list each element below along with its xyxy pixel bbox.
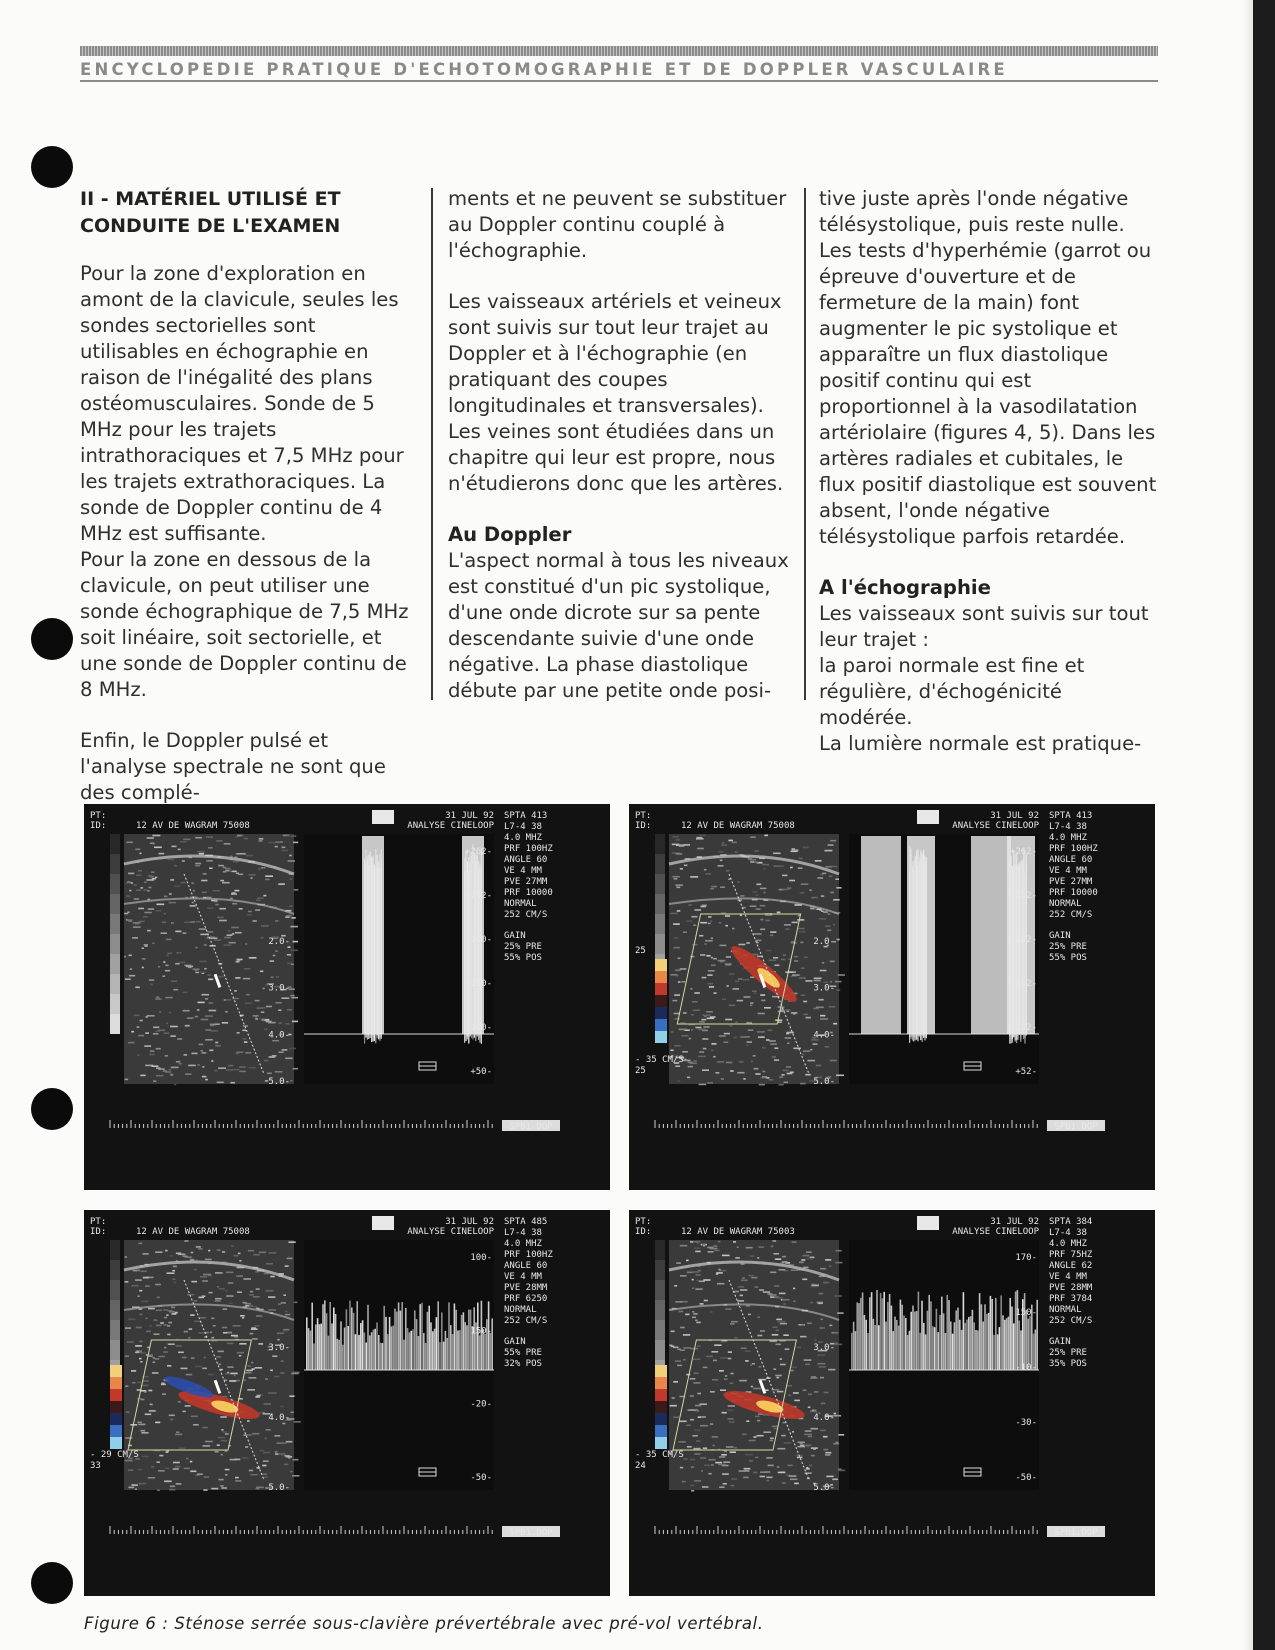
scan-parameter: L7-4 38 [1049,1228,1087,1238]
paragraph: tive juste après l'onde négative télésystolique, puis reste nulle. Les tests d'hyperhémie (garrot ou épreuve d'ouverture et de fermeture de la main) font augmenter le pic systolique et apparaître un flux diastolique positif continu qui est proportionnel à la vasodilatation artériolaire (figures 4, 5). Dans les artères radiales et cubitales, le flux positif diastolique est souvent absent, l'onde négative télésystolique parfois retardée. [819,187,1157,548]
scan-parameter: VE 4 MM [504,1272,542,1282]
scan-parameter: 25% PRE [1049,1348,1087,1358]
scan-parameter: 35% POS [1049,1359,1087,1369]
paragraph: la paroi normale est fine et régulière, d'échogénicité modérée. [819,654,1085,729]
footer-tag-text: SPB1.DOP [509,1122,553,1132]
scan-parameter: PVE 27MM [1049,877,1093,887]
depth-tick: 4.0- [268,1030,290,1041]
velocity-tick: +202- [1009,935,1037,945]
velocity-tick: -50- [1015,1473,1037,1483]
scan-parameter: 55% POS [1049,953,1087,963]
atl-logo-text: ATL [919,814,937,824]
scan-parameter: NORMAL [504,899,537,909]
color-scale-label: - 35 CM/S [635,1055,684,1065]
scan-parameter: PRF 10000 [1049,888,1098,898]
bmode-image [124,1240,301,1491]
paragraph: L'aspect normal à tous les niveaux est constitué d'un pic systolique, d'une onde dicrote sur sa pente descendante suivie d'une onde négative. La phase diastolique débute par une petite onde posi- [448,549,789,702]
ultrasound-panel-4 [629,1210,1155,1596]
velocity-tick: +102- [1009,1023,1037,1033]
depth-tick: 3.0- [268,983,290,994]
depth-tick: 5.0- [813,1077,835,1087]
exam-date: 31 JUL 92 [445,811,494,821]
column-divider [431,188,433,700]
scan-parameter: 4.0 MHZ [504,833,542,843]
paragraph: ments et ne peuvent se substituer au Doppler continu couplé à l'échographie. [448,187,787,262]
scan-parameter: L7-4 38 [504,1228,542,1238]
scan-parameter: SPTA 413 [1049,811,1093,821]
atl-logo-text: ATL [919,1220,937,1230]
velocity-tick: +150- [464,979,492,989]
mode-label: ANALYSE CINELOOP [952,1227,1039,1237]
punch-hole [31,618,73,660]
scan-parameter: 4.0 MHZ [1049,833,1087,843]
spectral-doppler [849,1240,1039,1490]
scan-parameter: GAIN [1049,1337,1071,1347]
subsection-title: Au Doppler [448,523,572,546]
scan-parameter: PRF 6250 [504,1294,548,1304]
subsection-title: A l'échographie [819,576,991,599]
scan-parameter: L7-4 38 [1049,822,1087,832]
section-title: II - MATÉRIEL UTILISÉ ET CONDUITE DE L'EXAMEN [80,188,341,237]
scan-parameter: VE 4 MM [504,866,542,876]
velocity-tick: -50- [470,1473,492,1483]
color-scale [655,959,667,1043]
color-scale-label: 24 [635,1461,646,1471]
header-band [80,46,1158,56]
scan-parameter: PVE 28MM [504,1283,548,1293]
scan-parameter: GAIN [1049,931,1071,941]
velocity-tick: +52- [1015,1067,1037,1077]
paragraph: Les vaisseaux sont suivis sur tout leur trajet : [819,602,1149,651]
ultrasound-panel-1 [84,804,610,1190]
scan-parameter: PRF 3784 [1049,1294,1093,1304]
spectral-doppler [849,834,1039,1084]
punch-hole [31,1562,73,1604]
page-edge [1253,0,1275,1650]
clinic-label: 12 AV DE WAGRAM 75008 [681,821,795,831]
text-column-3 [819,186,1157,757]
clinic-label: 12 AV DE WAGRAM 75008 [136,821,250,831]
mode-label: ANALYSE CINELOOP [407,1227,494,1237]
depth-tick: 3.0- [268,1343,290,1353]
scan-parameter: PRF 100HZ [504,1250,553,1260]
velocity-tick: +50- [470,1067,492,1077]
scan-parameter: VE 4 MM [1049,1272,1087,1282]
punch-hole [31,146,73,188]
figure-caption: Figure 6 : Sténose serrée sous-clavière prévertébrale avec pré-vol vertébral. [84,1614,764,1633]
velocity-tick: -20- [470,1399,492,1410]
velocity-tick: +262- [1009,847,1037,857]
depth-tick: 4.0- [268,1413,290,1423]
color-scale-label: - 35 CM/S [635,1450,684,1460]
color-scale-label: - 29 CM/S [90,1450,139,1460]
depth-tick: 2.0- [268,937,290,947]
exam-date: 31 JUL 92 [445,1217,494,1227]
ultrasound-panel-3 [84,1210,610,1596]
footer-tag-text: SPB1.DOP [1054,1122,1098,1132]
mode-label: ANALYSE CINELOOP [407,821,494,831]
scan-parameter: VE 4 MM [1049,866,1087,876]
scan-parameter: 252 CM/S [1049,1316,1093,1326]
scan-parameter: 25% PRE [504,942,542,952]
header-rule [80,80,1158,82]
scan-parameter: 252 CM/S [504,910,548,920]
scan-parameter: 25% PRE [1049,942,1087,952]
color-scale [655,1365,667,1449]
velocity-tick: 150- [470,1326,492,1337]
depth-tick: 3.0- [813,1343,835,1353]
id-label: ID: [635,821,652,831]
paragraph: Pour la zone d'exploration en amont de la clavicule, seules les sondes sectorielles sont utilisables en échographie en raison de l'inégalité des plans ostéomusculaires. Sonde de 5 MHz pour les trajets intrathoraciques et 7,5 MHz pour les trajets extrathoraciques. La sonde de Doppler continu de 4 MHz est suffisante. [80,262,404,545]
scan-parameter: PVE 27MM [504,877,548,887]
scan-parameter: NORMAL [504,1305,537,1315]
patient-label: PT: [90,1217,107,1227]
velocity-tick: +100- [464,1023,492,1033]
id-label: ID: [635,1227,652,1237]
patient-label: PT: [635,1217,652,1227]
footer-tag-text: SPB1.DOP [509,1528,553,1538]
depth-tick: 2.0- [813,937,835,947]
scan-parameter: SPTA 384 [1049,1217,1093,1227]
velocity-tick: +252- [1009,891,1037,901]
scan-parameter: 252 CM/S [504,1316,548,1326]
page-edge-shadow [1243,0,1253,1650]
paragraph: Pour la zone en dessous de la clavicule, on peut utiliser une sonde échographique de 7,5 MHz soit linéaire, soit sectorielle, et une sonde de Doppler continu de 8 MHz. [80,548,409,701]
scan-parameter: ANGLE 62 [1049,1261,1093,1271]
scan-parameter: PVE 28MM [1049,1283,1093,1293]
atl-logo-text: ATL [374,1220,392,1230]
depth-tick: 5.0- [813,1483,835,1493]
scan-parameter: ANGLE 60 [504,855,548,865]
column-divider [804,188,806,700]
punch-hole [31,1088,73,1130]
scan-parameter: SPTA 485 [504,1217,548,1227]
bmode-image [669,1240,845,1492]
velocity-tick: +262- [464,847,492,857]
exam-date: 31 JUL 92 [990,1217,1039,1227]
scan-parameter: L7-4 38 [504,822,542,832]
velocity-tick: +152- [1009,979,1037,989]
scan-parameter: SPTA 413 [504,811,548,821]
patient-label: PT: [90,811,107,821]
text-column-1 [80,186,418,806]
depth-tick: 5.0- [268,1077,290,1087]
footer-tag-text: SPB1.DOP [1054,1528,1098,1538]
depth-tick: 3.0- [813,983,835,994]
velocity-tick: +252- [464,891,492,901]
paragraph: Les vaisseaux artériels et veineux sont suivis sur tout leur trajet au Doppler et à l'échographie (en pratiquant des coupes longitudinales et transversales). [448,290,782,417]
color-scale-label: 25 [635,1066,646,1076]
velocity-tick: 170- [1015,1253,1037,1263]
color-scale [110,1365,122,1449]
scan-parameter: 55% POS [504,953,542,963]
paragraph: Les veines sont étudiées dans un chapitre qui leur est propre, nous n'étudierons donc que les artères. [448,420,784,495]
grayscale-bar [110,834,120,1034]
spectral-doppler [304,834,494,1084]
scan-parameter: ANGLE 60 [1049,855,1093,865]
scan-parameter: NORMAL [1049,899,1082,909]
ultrasound-panel-2 [629,804,1155,1190]
scan-parameter: 252 CM/S [1049,910,1093,920]
scan-parameter: GAIN [504,1337,526,1347]
clinic-label: 12 AV DE WAGRAM 75003 [681,1227,795,1237]
scan-parameter: PRF 100HZ [1049,844,1098,854]
color-scale-label: 25 [635,946,646,956]
paragraph: Enfin, le Doppler pulsé et l'analyse spectrale ne sont que des complé- [80,729,386,804]
exam-date: 31 JUL 92 [990,811,1039,821]
id-label: ID: [90,1227,107,1237]
paragraph: La lumière normale est pratique- [819,732,1142,755]
mode-label: ANALYSE CINELOOP [952,821,1039,831]
bmode-image [124,834,298,1085]
scan-parameter: 4.0 MHZ [504,1239,542,1249]
velocity-tick: -10- [1015,1363,1037,1373]
scan-parameter: NORMAL [1049,1305,1082,1315]
spectral-doppler [304,1240,494,1490]
scan-parameter: 32% POS [504,1359,542,1369]
scan-parameter: PRF 75HZ [1049,1250,1093,1260]
scan-parameter: PRF 10000 [504,888,553,898]
scan-parameter: ANGLE 60 [504,1261,548,1271]
atl-logo-text: ATL [374,814,392,824]
depth-tick: 5.0- [268,1483,290,1493]
running-header: ENCYCLOPEDIE PRATIQUE D'ECHOTOMOGRAPHIE ET DE DOPPLER VASCULAIRE [80,60,1008,79]
scan-parameter: 55% PRE [504,1348,542,1358]
velocity-tick: 150- [1015,1308,1037,1318]
clinic-label: 12 AV DE WAGRAM 75008 [136,1227,250,1237]
text-column-2 [448,186,790,704]
velocity-tick: 100- [470,1253,492,1263]
depth-tick: 4.0- [813,1413,835,1423]
scan-parameter: PRF 100HZ [504,844,553,854]
patient-label: PT: [635,811,652,821]
id-label: ID: [90,821,107,831]
color-scale-label: 33 [90,1461,101,1471]
depth-tick: 4.0- [813,1030,835,1041]
velocity-tick: +200- [464,935,492,945]
scan-parameter: GAIN [504,931,526,941]
scan-parameter: 4.0 MHZ [1049,1239,1087,1249]
velocity-tick: -30- [1015,1418,1037,1428]
